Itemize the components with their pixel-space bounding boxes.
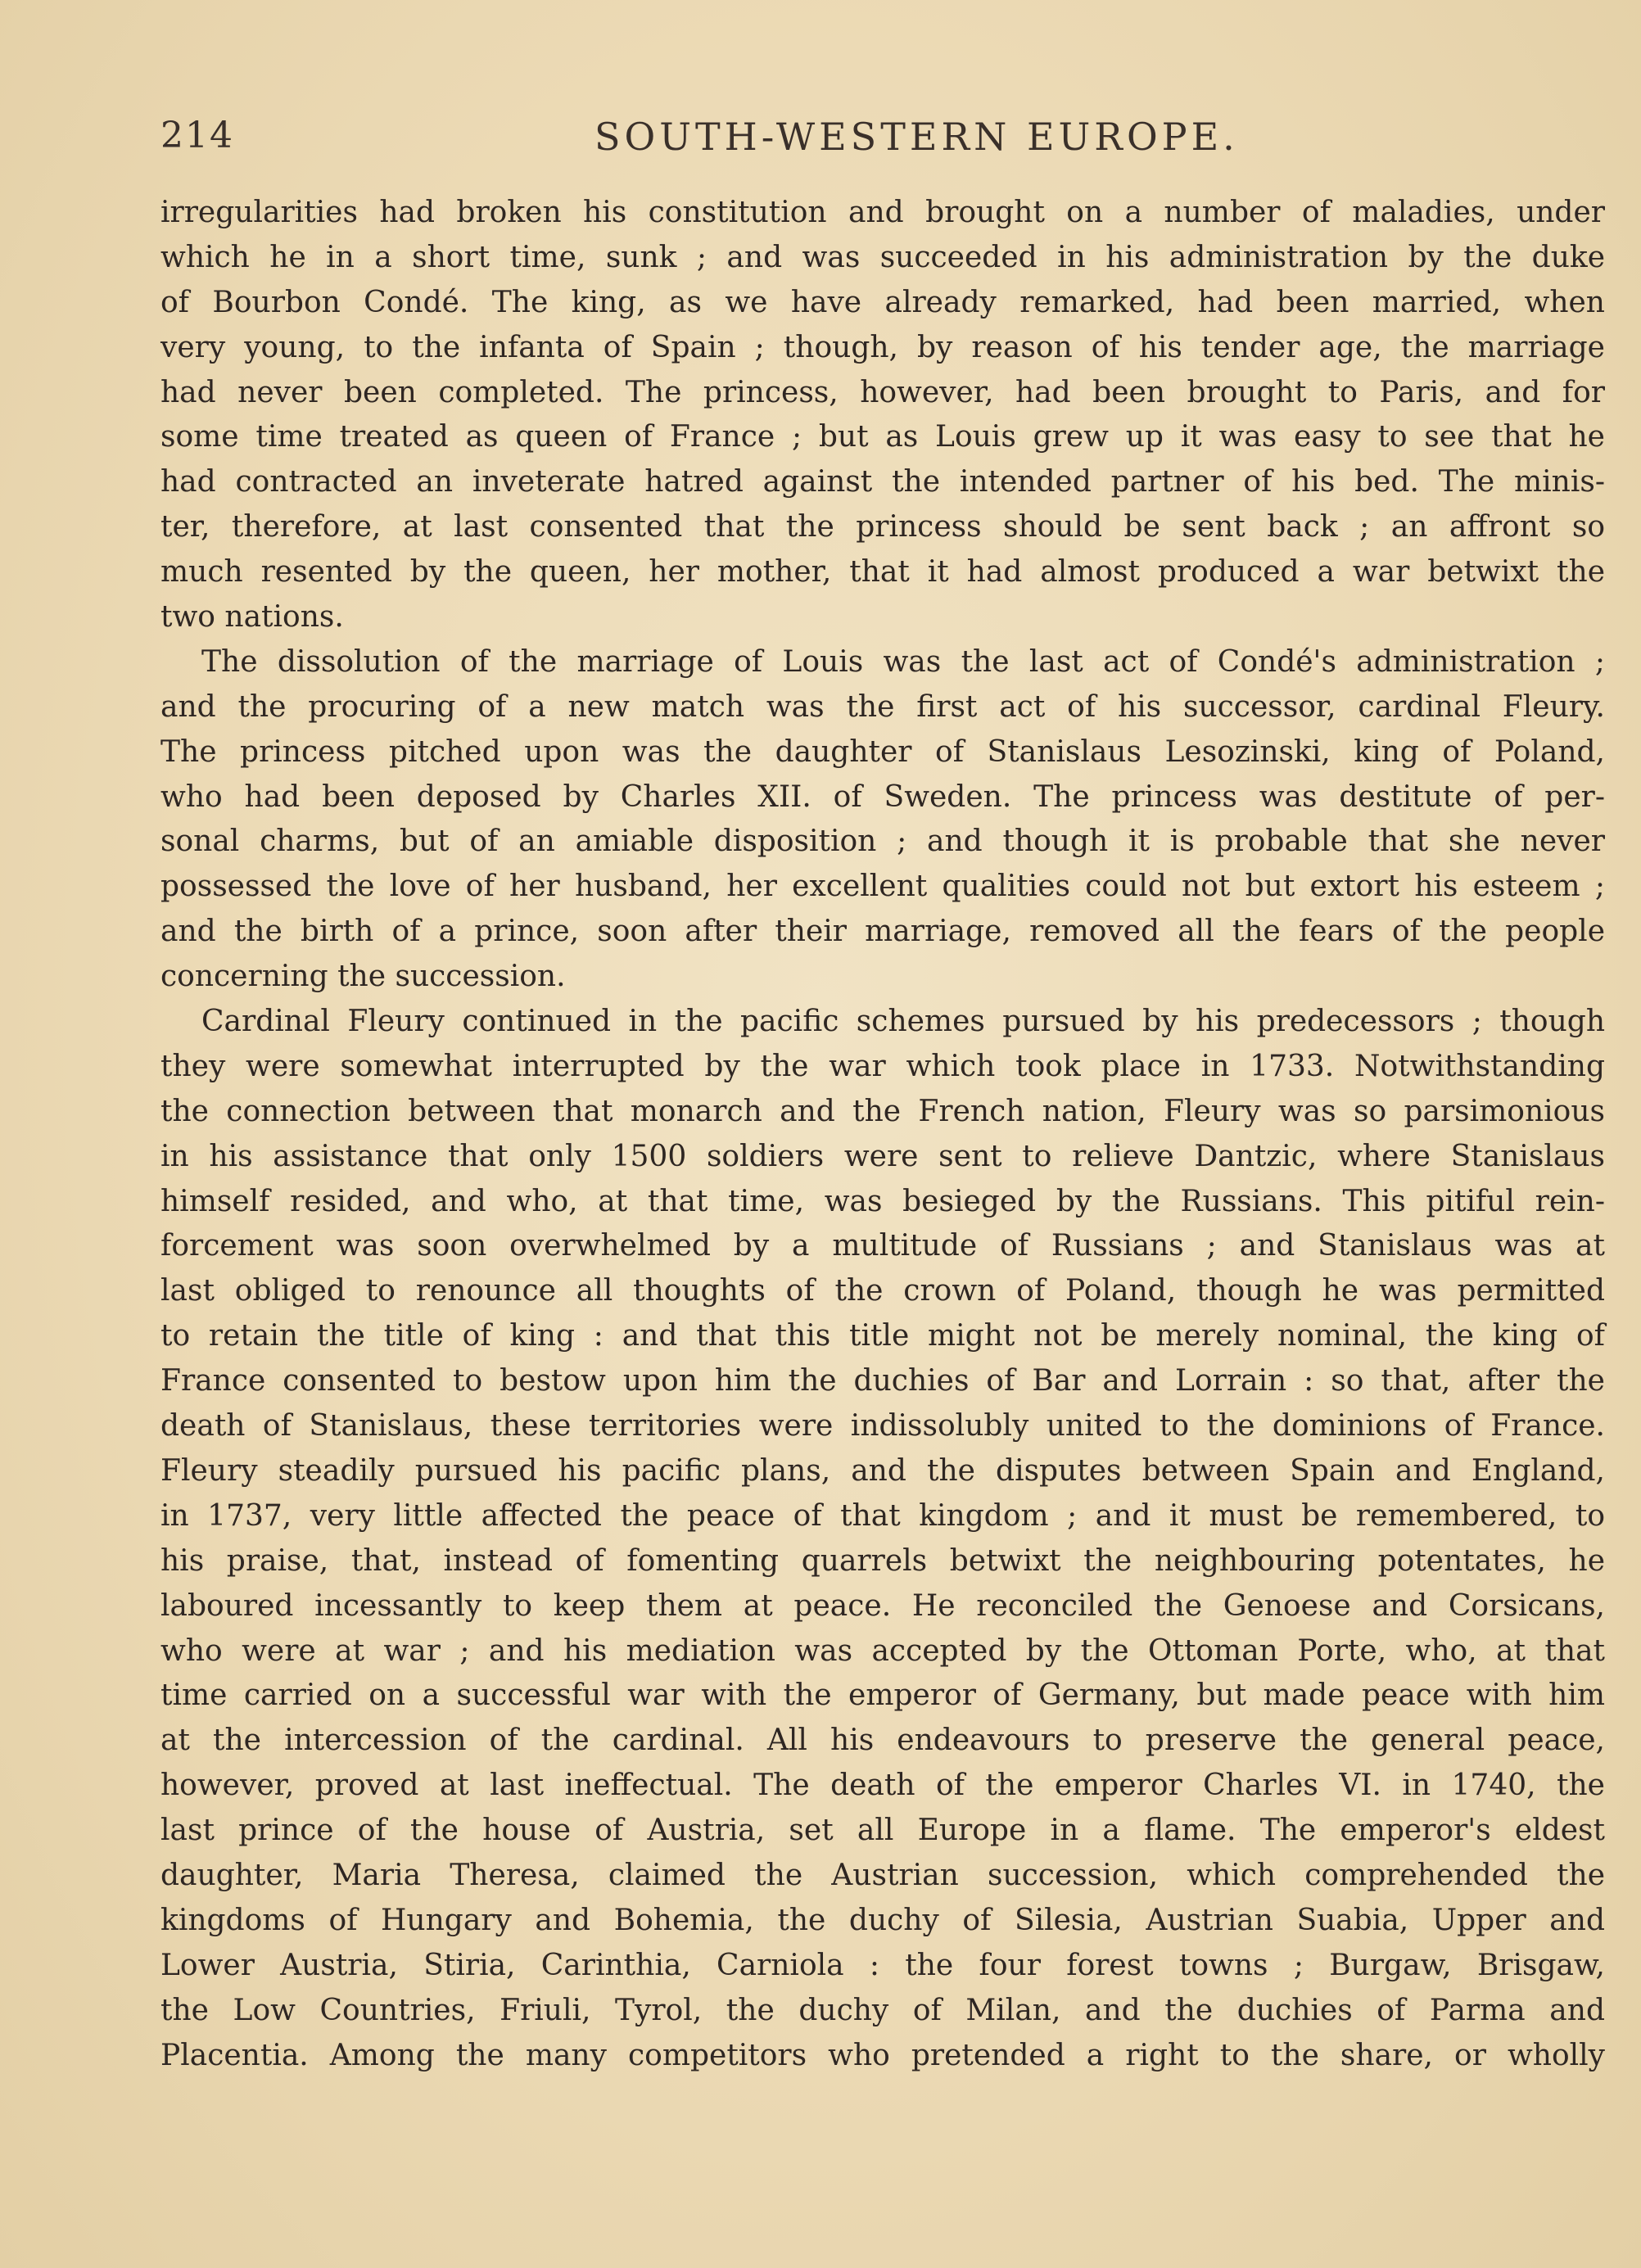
- text-line: and the procuring of a new match was the first act of his successor, cardinal Fleury.: [160, 689, 1605, 724]
- text-line: two nations.: [160, 600, 344, 635]
- text-line: at the intercession of the cardinal. All his endeavours to preserve the general peace,: [160, 1724, 1605, 1758]
- text-line: Placentia. Among the many competitors who pretended a right to the share, or wholly: [160, 2038, 1605, 2072]
- text-line: had contracted an inveterate hatred against the intended partner of his bed. The minis-: [160, 465, 1605, 499]
- text-line: France consented to bestow upon him the duchies of Bar and Lorrain : so that, after the: [160, 1364, 1605, 1398]
- text-line: time carried on a successful war with the emperor of Germany, but made peace with him: [160, 1678, 1605, 1713]
- text-line: the Low Countries, Friuli, Tyrol, the duchy of Milan, and the duchies of Parma and: [160, 1993, 1605, 2027]
- text-line: The dissolution of the marriage of Louis was the last act of Condé's administration ;: [201, 644, 1605, 679]
- paragraph: [160, 1000, 1605, 2078]
- text-line: the connection between that monarch and the French nation, Fleury was so parsimonious: [160, 1094, 1605, 1128]
- text-line: daughter, Maria Theresa, claimed the Austrian succession, which comprehended the: [160, 1858, 1605, 1892]
- paragraph: [160, 191, 1605, 640]
- text-line: very young, to the infanta of Spain ; though, by reason of his tender age, the marriage: [160, 330, 1605, 364]
- text-line: however, proved at last ineffectual. The death of the emperor Charles VI. in 1740, the: [160, 1769, 1605, 1803]
- text-line: in 1737, very little affected the peace of that kingdom ; and it must be remembered, to: [160, 1498, 1605, 1533]
- text-line: irregularities had broken his constitution and brought on a number of maladies, under: [160, 196, 1605, 229]
- page-number: 214: [160, 115, 234, 156]
- text-line: of Bourbon Condé. The king, as we have already remarked, had been married, when: [160, 285, 1605, 319]
- paragraph: [160, 640, 1605, 1000]
- text-line: to retain the title of king : and that this title might not be merely nominal, the king of: [160, 1319, 1605, 1353]
- text-line: some time treated as queen of France ; but as Louis grew up it was easy to see that he: [160, 420, 1605, 454]
- text-line: death of Stanislaus, these territories were indissolubly united to the dominions of France.: [160, 1409, 1605, 1443]
- text-line: Fleury steadily pursued his pacific plans, and the disputes between Spain and England,: [160, 1453, 1605, 1488]
- text-line: his praise, that, instead of fomenting quarrels betwixt the neighbouring potentates, he: [160, 1543, 1605, 1578]
- text-line: who had been deposed by Charles XII. of Sweden. The princess was destitute of per-: [160, 779, 1605, 814]
- text-line: had never been completed. The princess, however, had been brought to Paris, and for: [160, 375, 1605, 409]
- text-line: they were somewhat interrupted by the war which took place in 1733. Notwithstanding: [160, 1049, 1605, 1083]
- text-line: which he in a short time, sunk ; and was succeeded in his administration by the duke: [160, 240, 1605, 274]
- text-line: forcement was soon overwhelmed by a multitude of Russians ; and Stanislaus was at: [160, 1229, 1605, 1263]
- text-line: last prince of the house of Austria, set all Europe in a flame. The emperor's eldest: [160, 1814, 1605, 1848]
- text-line: last obliged to renounce all thoughts of the crown of Poland, though he was permitted: [160, 1274, 1605, 1308]
- text-line: who were at war ; and his mediation was accepted by the Ottoman Porte, who, at that: [160, 1633, 1605, 1668]
- body-text: [160, 191, 1605, 2078]
- text-line: himself resided, and who, at that time, was besieged by the Russians. This pitiful rein-: [160, 1184, 1605, 1218]
- text-line: Cardinal Fleury continued in the pacific schemes pursued by his predecessors ; though: [201, 1005, 1605, 1039]
- text-line: ter, therefore, at last consented that the princess should be sent back ; an affront so: [160, 510, 1605, 544]
- text-line: kingdoms of Hungary and Bohemia, the duchy of Silesia, Austrian Suabia, Upper and: [160, 1903, 1605, 1937]
- running-head: SOUTH-WESTERN EUROPE.: [594, 115, 1239, 159]
- page-header: [160, 115, 1602, 164]
- text-line: much resented by the queen, her mother, that it had almost produced a war betwixt the: [160, 555, 1605, 590]
- text-line: laboured incessantly to keep them at peace. He reconciled the Genoese and Corsicans,: [160, 1588, 1605, 1623]
- text-line: in his assistance that only 1500 soldiers were sent to relieve Dantzic, where Stanislaus: [160, 1139, 1605, 1173]
- text-line: sonal charms, but of an amiable disposition ; and though it is probable that she never: [160, 825, 1605, 859]
- text-line: concerning the succession.: [160, 960, 566, 994]
- text-line: possessed the love of her husband, her excellent qualities could not but extort his esteem ;: [160, 870, 1605, 904]
- text-line: The princess pitched upon was the daughter of Stanislaus Lesozinski, king of Poland,: [160, 734, 1605, 769]
- text-line: Lower Austria, Stiria, Carinthia, Carniola : the four forest towns ; Burgaw, Brisgaw,: [160, 1948, 1605, 1982]
- text-line: and the birth of a prince, soon after their marriage, removed all the fears of the people: [160, 915, 1605, 949]
